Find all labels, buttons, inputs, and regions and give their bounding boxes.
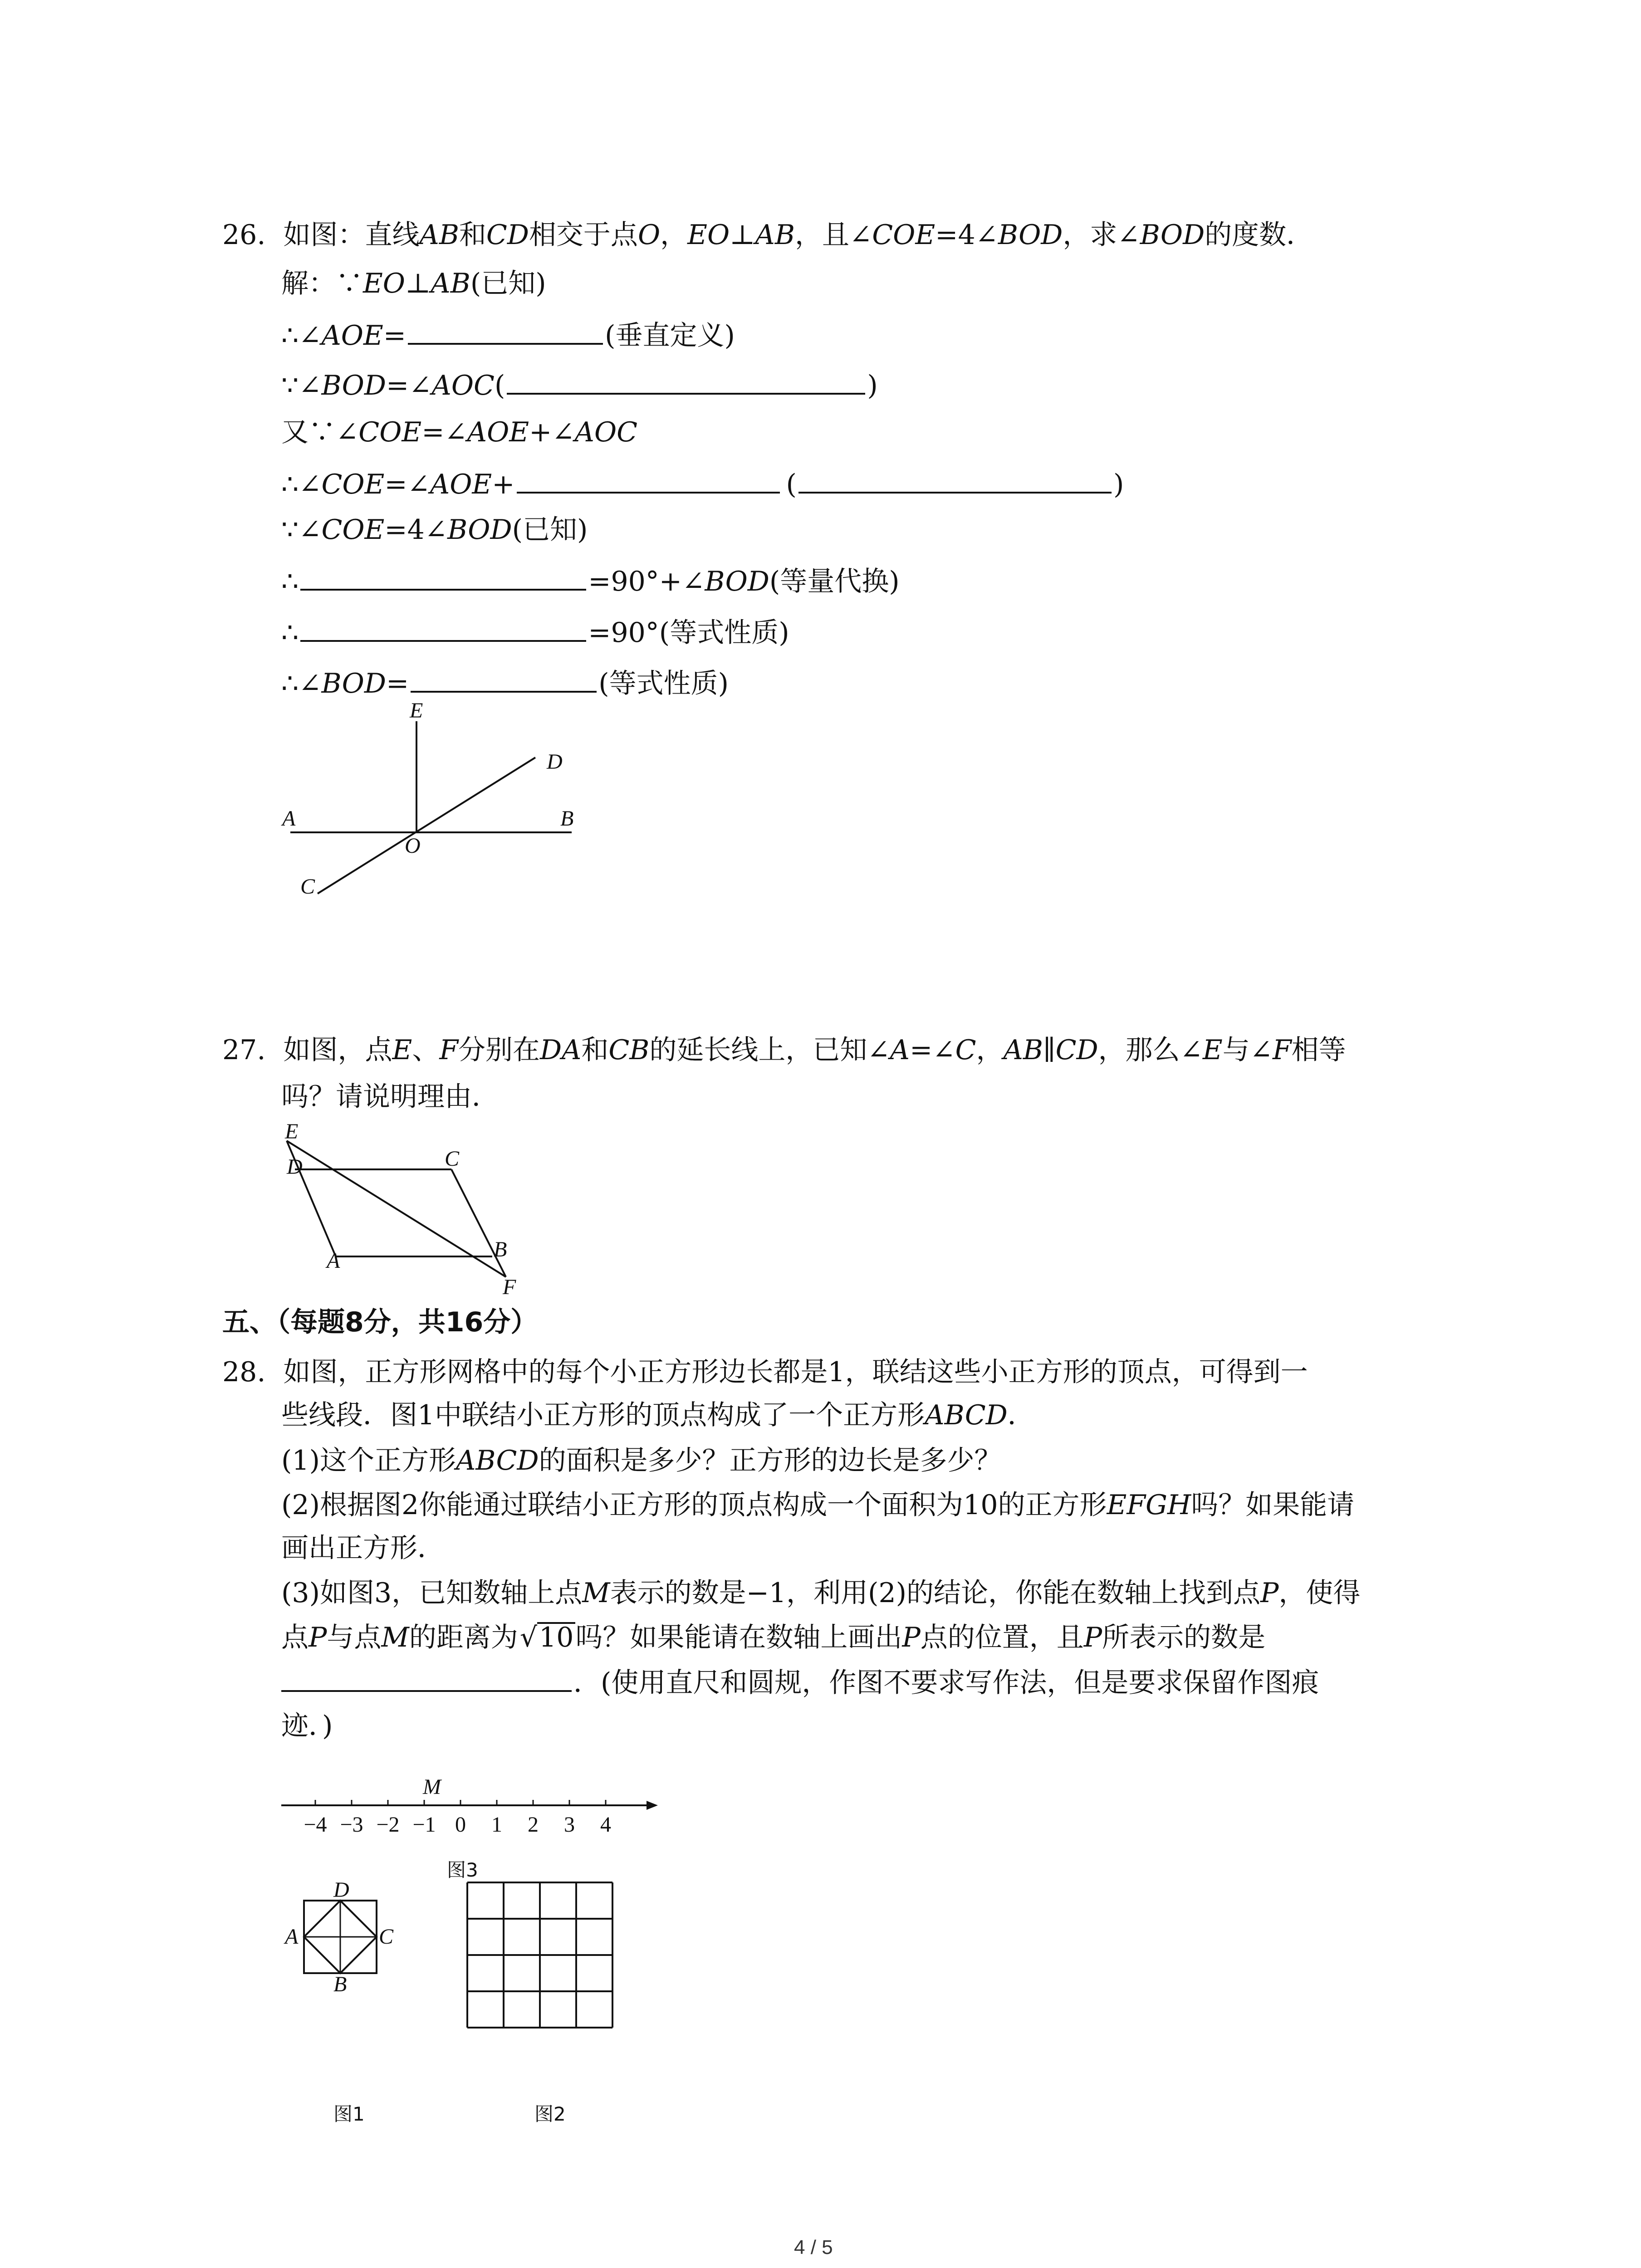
axis-arrow: [647, 1801, 658, 1810]
page-number: 4 / 5: [794, 2236, 833, 2258]
figure-3-caption: 图3: [447, 1859, 478, 1881]
q27-stem-line-1: 27. 如图，点E、F分别在DA和CB的延长线上，已知∠A=∠C，AB∥CD，那么∠E与∠F相等: [222, 1034, 1346, 1066]
q26-solution-line-5: ∴∠COE=∠AOE+ ( ): [281, 465, 1124, 503]
answer-blank[interactable]: [517, 465, 780, 494]
q26-solution-line-8: ∴ =90°(等式性质): [281, 614, 789, 651]
q27-figure: [277, 1120, 531, 1297]
tick-label: −1: [412, 1813, 436, 1837]
q28-part-2-line-2: 画出正方形．: [281, 1532, 445, 1564]
label-c: C: [445, 1147, 460, 1171]
figure-1: [277, 1878, 413, 2014]
q28-part-3-line-3: ．(使用直尺和圆规，作图不要求写作法，但是要求保留作图痕: [281, 1664, 1319, 1701]
section-heading: 五、（每题8分，共16分）: [222, 1306, 538, 1338]
q26-solution-line-4: 又∵∠COE=∠AOE+∠AOC: [281, 416, 638, 448]
answer-blank[interactable]: [300, 614, 586, 642]
figure-2-caption: 图2: [534, 2103, 566, 2125]
q26-solution-line-7: ∴ =90°+∠BOD(等量代换): [281, 562, 900, 600]
label-c: C: [300, 875, 315, 899]
label-b: B: [333, 1972, 347, 1996]
label-d: D: [547, 750, 563, 774]
tick-label: 1: [491, 1813, 502, 1837]
label-a: A: [327, 1249, 340, 1273]
tick-label: 3: [564, 1813, 575, 1837]
answer-blank[interactable]: [300, 562, 586, 591]
answer-blank[interactable]: [798, 465, 1112, 494]
q26-solution-line-6: ∵∠COE=4∠BOD(已知): [281, 514, 588, 546]
q26-solution-line-2: ∴∠AOE= (垂直定义): [281, 317, 735, 354]
figure-1-caption: 图1: [333, 2103, 365, 2125]
tick-label: −2: [376, 1813, 400, 1837]
label-b: B: [494, 1237, 507, 1261]
q28-part-3-line-4: 迹．): [281, 1710, 333, 1742]
q28-part-2-line-1: (2)根据图2你能通过联结小正方形的顶点构成一个面积为10的正方形EFGH吗？如果能请: [281, 1489, 1355, 1521]
label-a: A: [282, 807, 296, 831]
q26-solution-line-3: ∵∠BOD=∠AOC( ): [281, 367, 878, 404]
label-e: E: [410, 699, 423, 723]
answer-blank[interactable]: [281, 1664, 572, 1692]
tick-label: 2: [528, 1813, 539, 1837]
q26-stem: 26. 如图：直线AB和CD相交于点O，EO⊥AB，且∠COE=4∠BOD，求∠BOD的度数．: [222, 219, 1314, 251]
tick-label: −3: [340, 1813, 363, 1837]
q26-figure: [272, 694, 599, 907]
q28-stem-line-1: 28. 如图，正方形网格中的每个小正方形边长都是1，联结这些小正方形的顶点，可得到一: [222, 1356, 1308, 1388]
label-d: D: [333, 1878, 349, 1902]
answer-blank[interactable]: [411, 665, 597, 693]
tick-label: 0: [455, 1813, 466, 1837]
q27-stem-line-2: 吗？请说明理由．: [281, 1081, 499, 1113]
answer-blank[interactable]: [507, 367, 865, 395]
label-b: B: [560, 807, 574, 831]
label-m: M: [423, 1775, 441, 1799]
label-f: F: [503, 1275, 516, 1299]
label-e: E: [285, 1119, 299, 1144]
sqrt-expression: √10: [518, 1619, 576, 1656]
answer-blank[interactable]: [408, 317, 603, 345]
label-a: A: [285, 1925, 299, 1949]
q28-part-3-line-1: (3)如图3，已知数轴上点M表示的数是−1，利用(2)的结论，你能在数轴上找到点P，使得: [281, 1577, 1361, 1609]
q28-part-1: (1)这个正方形ABCD的面积是多少？正方形的边长是多少？: [281, 1445, 1002, 1476]
label-c: C: [379, 1925, 394, 1949]
q28-stem-line-2: 些线段．图1中联结小正方形的顶点构成了一个正方形ABCD．: [281, 1399, 1035, 1431]
q26-solution-line-1: 解：∵EO⊥AB(已知): [281, 268, 546, 299]
q26-solution-line-9: ∴∠BOD= (等式性质): [281, 665, 729, 702]
label-d: D: [287, 1155, 303, 1179]
q28-part-3-line-2: 点P与点M的距离为√10吗？如果能请在数轴上画出P点的位置，且P所表示的数是: [281, 1619, 1265, 1656]
tick-label: −4: [304, 1813, 327, 1837]
tick-label: 4: [600, 1813, 611, 1837]
figure-2-grid: [458, 1873, 622, 2037]
grid-lines: [467, 1882, 612, 2028]
label-o: O: [405, 834, 421, 858]
line-cd: [318, 758, 535, 894]
